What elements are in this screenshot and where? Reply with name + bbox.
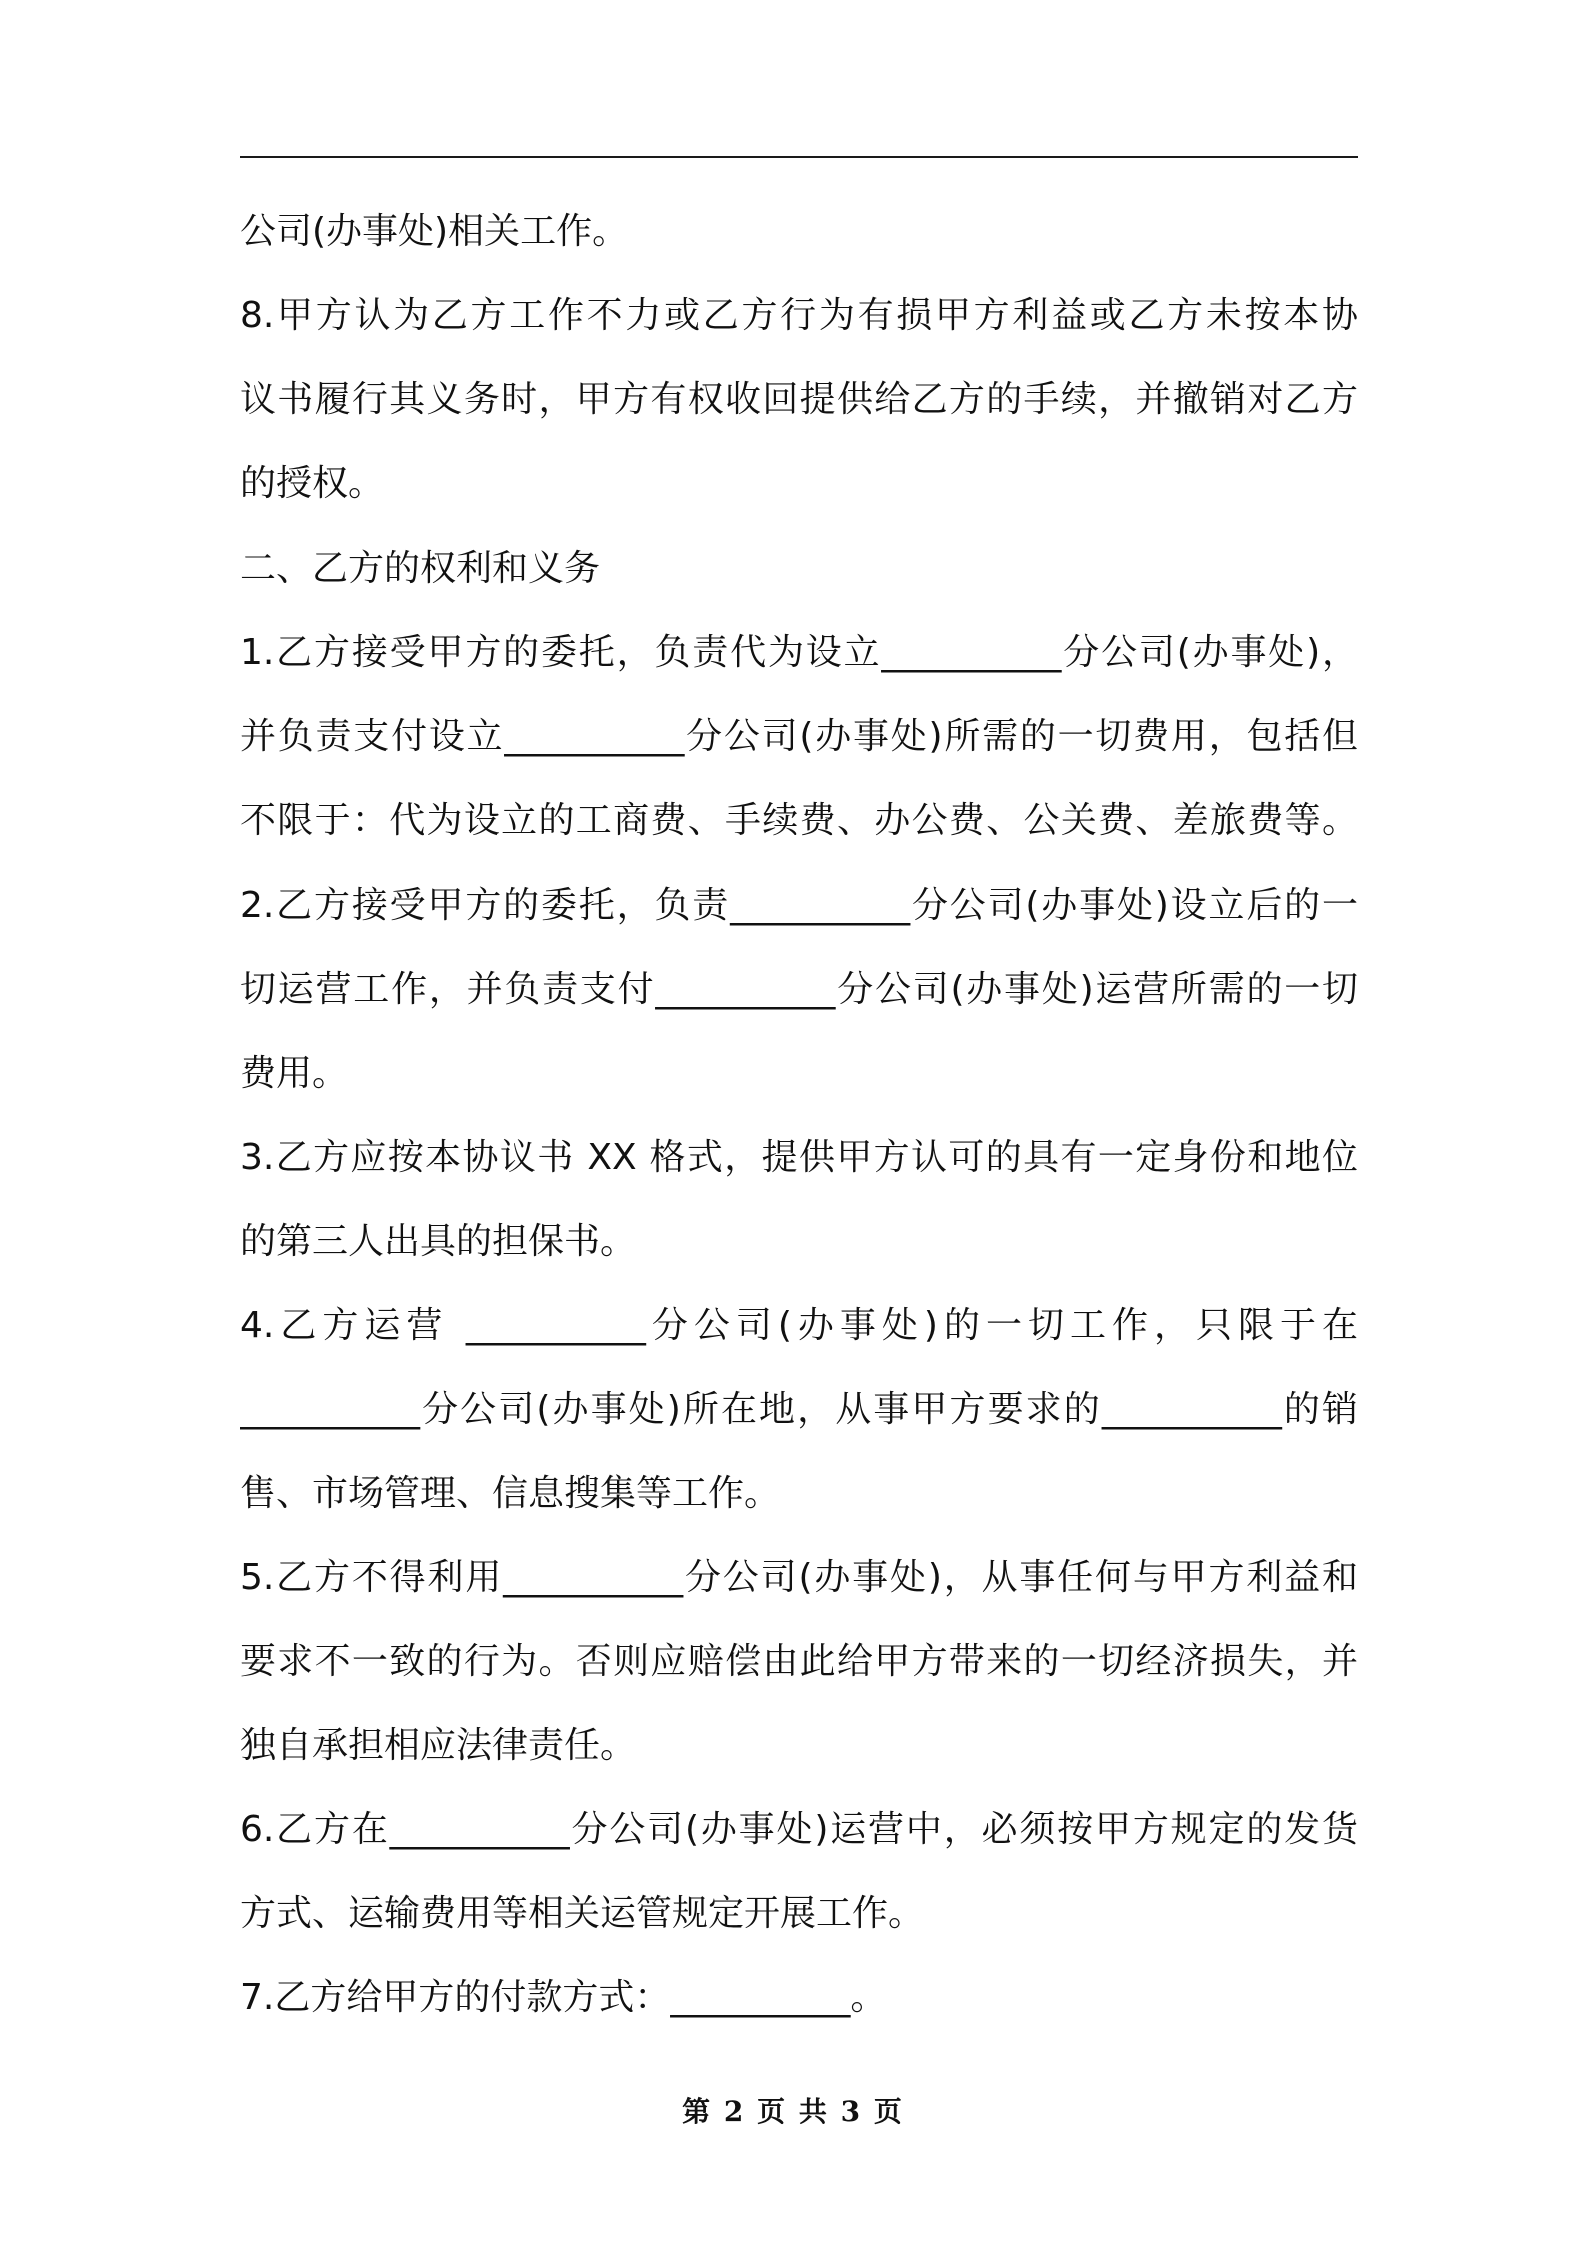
text-line: 并负责支付设立__________分公司(办事处)所需的一切费用，包括但 — [240, 716, 1358, 757]
text-line: 1.乙方接受甲方的委托，负责代为设立__________分公司(办事处)， — [240, 632, 1358, 673]
text-line: 方式、运输费用等相关运管规定开展工作。 — [240, 1893, 925, 1934]
text-line: 5.乙方不得利用__________分公司(办事处)，从事任何与甲方利益和 — [240, 1557, 1358, 1598]
text-line: 要求不一致的行为。否则应赔偿由此给甲方带来的一切经济损失，并 — [240, 1641, 1358, 1682]
text-line: 3.乙方应按本协议书 XX 格式，提供甲方认可的具有一定身份和地位 — [240, 1137, 1358, 1178]
text-line: 的授权。 — [240, 463, 385, 504]
text-line: 2.乙方接受甲方的委托，负责__________分公司(办事处)设立后的一 — [240, 885, 1358, 926]
text-line: 售、市场管理、信息搜集等工作。 — [240, 1473, 781, 1514]
text-line: __________分公司(办事处)所在地，从事甲方要求的__________的销 — [240, 1389, 1358, 1430]
text-line: 6.乙方在__________分公司(办事处)运营中，必须按甲方规定的发货 — [240, 1809, 1358, 1850]
text-line: 切运营工作，并负责支付__________分公司(办事处)运营所需的一切 — [240, 969, 1358, 1010]
page-number-footer: 第 2 页 共 3 页 — [682, 2095, 904, 2128]
text-line: 独自承担相应法律责任。 — [240, 1725, 637, 1766]
section-heading: 二、乙方的权利和义务 — [240, 548, 601, 589]
text-line: 的第三人出具的担保书。 — [240, 1221, 637, 1262]
text-line: 费用。 — [240, 1053, 349, 1094]
text-line: 议书履行其义务时，甲方有权收回提供给乙方的手续，并撤销对乙方 — [240, 379, 1358, 420]
text-line: 公司(办事处)相关工作。 — [240, 211, 629, 252]
header-rule — [240, 156, 1358, 158]
text-line: 4.乙方运营 __________分公司(办事处)的一切工作，只限于在 — [240, 1305, 1358, 1346]
text-line: 不限于：代为设立的工商费、手续费、办公费、公关费、差旅费等。 — [240, 800, 1358, 841]
text-line: 8.甲方认为乙方工作不力或乙方行为有损甲方利益或乙方未按本协 — [240, 295, 1358, 336]
text-line: 7.乙方给甲方的付款方式：__________。 — [240, 1977, 887, 2018]
